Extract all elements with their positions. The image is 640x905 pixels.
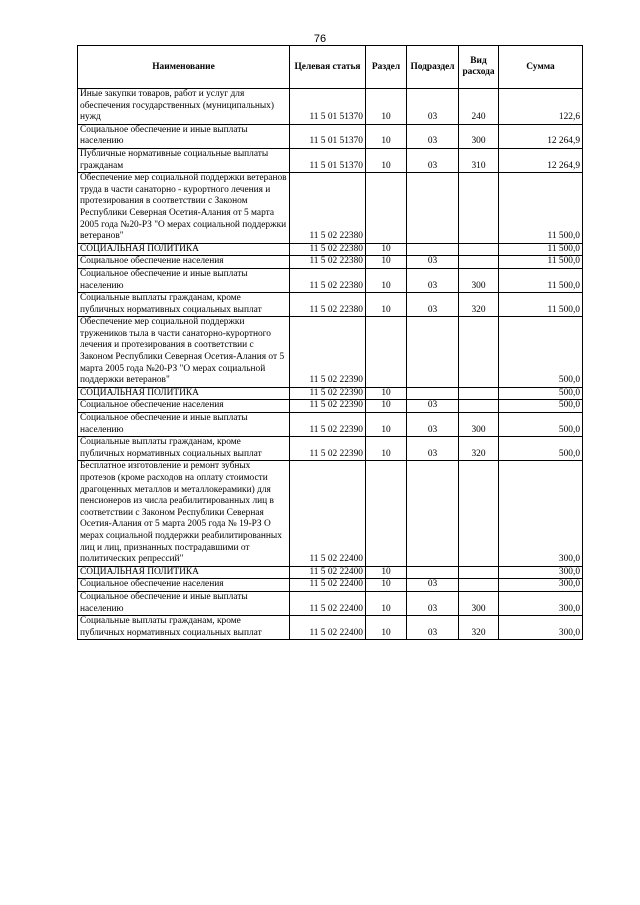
- header-subsection: Подраздел: [407, 46, 459, 89]
- row-subsection: 03: [407, 148, 459, 172]
- row-section: 10: [366, 148, 407, 172]
- row-name: Бесплатное изготовление и ремонт зубных протезов (кроме расходов на оплату стоимости драгоценных металлов и металлокерамики) для пенсионеров из числа реабилитированных лиц в соответствии с Законом Республики Северная Осетия-Алания от 5 марта 2005 года № 19-РЗ О мерах социальной поддержки реабилитированных лиц и лиц, признанных пострадавшими от политических репрессий": [78, 461, 290, 566]
- row-section: 10: [366, 268, 407, 292]
- table-row: [78, 579, 583, 592]
- row-name: Социальное обеспечение населения: [78, 400, 290, 413]
- row-section: 10: [366, 387, 407, 400]
- row-expense-type: [459, 400, 499, 413]
- row-target: 11 5 01 51370: [290, 89, 366, 125]
- row-expense-type: 240: [459, 89, 499, 125]
- row-subsection: [407, 387, 459, 400]
- row-name: Социальное обеспечение населения: [78, 579, 290, 592]
- row-amount: 11 500,0: [499, 293, 583, 317]
- row-subsection: 03: [407, 293, 459, 317]
- row-name: СОЦИАЛЬНАЯ ПОЛИТИКА: [78, 566, 290, 579]
- row-name: Социальное обеспечение и иные выплаты населению: [78, 268, 290, 292]
- row-section: [366, 461, 407, 566]
- table-row: [78, 293, 583, 317]
- table-row: [78, 413, 583, 437]
- row-expense-type: [459, 173, 499, 244]
- row-amount: 500,0: [499, 437, 583, 461]
- row-name: Социальные выплаты гражданам, кроме публичных нормативных социальных выплат: [78, 437, 290, 461]
- row-subsection: [407, 317, 459, 388]
- row-target: 11 5 02 22390: [290, 413, 366, 437]
- row-section: 10: [366, 124, 407, 148]
- table-row: [78, 317, 583, 388]
- row-amount: 300,0: [499, 461, 583, 566]
- table-row: [78, 173, 583, 244]
- row-name: Публичные нормативные социальные выплаты гражданам: [78, 148, 290, 172]
- row-subsection: [407, 173, 459, 244]
- row-section: 10: [366, 400, 407, 413]
- row-amount: 11 500,0: [499, 268, 583, 292]
- row-expense-type: 300: [459, 591, 499, 615]
- row-amount: 300,0: [499, 579, 583, 592]
- row-expense-type: [459, 579, 499, 592]
- table-row: [78, 616, 583, 640]
- row-name: Обеспечение мер социальной поддержки ветеранов труда в части санаторно - курортного лечения и протезирования в соответствии с Законом Республики Северная Осетия-Алания от 5 марта 2005 года №20-РЗ "О мерах социальной поддержки ветеранов": [78, 173, 290, 244]
- row-subsection: 03: [407, 413, 459, 437]
- row-name: Социальное обеспечение и иные выплаты населению: [78, 124, 290, 148]
- row-section: 10: [366, 89, 407, 125]
- row-amount: 11 500,0: [499, 243, 583, 256]
- table-row: [78, 256, 583, 269]
- row-target: 11 5 02 22400: [290, 616, 366, 640]
- row-section: 10: [366, 256, 407, 269]
- row-amount: 500,0: [499, 400, 583, 413]
- row-subsection: 03: [407, 591, 459, 615]
- row-expense-type: 320: [459, 437, 499, 461]
- row-section: 10: [366, 437, 407, 461]
- page-number: 76: [313, 33, 327, 45]
- row-target: 11 5 02 22380: [290, 293, 366, 317]
- row-subsection: 03: [407, 268, 459, 292]
- table-row: [78, 437, 583, 461]
- row-target: 11 5 02 22380: [290, 268, 366, 292]
- row-name: СОЦИАЛЬНАЯ ПОЛИТИКА: [78, 243, 290, 256]
- row-section: 10: [366, 243, 407, 256]
- row-target: 11 5 02 22390: [290, 400, 366, 413]
- row-subsection: 03: [407, 256, 459, 269]
- table-row: [78, 148, 583, 172]
- row-amount: 12 264,9: [499, 148, 583, 172]
- row-target: 11 5 02 22390: [290, 387, 366, 400]
- row-subsection: 03: [407, 124, 459, 148]
- row-section: 10: [366, 413, 407, 437]
- table-row: [78, 566, 583, 579]
- table-row: [78, 124, 583, 148]
- row-target: 11 5 02 22400: [290, 566, 366, 579]
- row-amount: 300,0: [499, 566, 583, 579]
- row-section: [366, 173, 407, 244]
- header-section: Раздел: [366, 46, 407, 89]
- row-expense-type: 300: [459, 124, 499, 148]
- row-amount: 500,0: [499, 387, 583, 400]
- row-subsection: [407, 566, 459, 579]
- row-name: Иные закупки товаров, работ и услуг для обеспечения государственных (муниципальных) нужд: [78, 89, 290, 125]
- row-name: Обеспечение мер социальной поддержки тружеников тыла в части санаторно-курортного лечения и протезирования в соответствии с Законом Республики Северная Осетия-Алания от 5 марта 2005 года №20-РЗ "О мерах социальной поддержки ветеранов": [78, 317, 290, 388]
- budget-table: [77, 45, 583, 640]
- table-row: [78, 89, 583, 125]
- row-target: 11 5 02 22400: [290, 461, 366, 566]
- row-section: 10: [366, 293, 407, 317]
- row-subsection: 03: [407, 400, 459, 413]
- row-name: Социальные выплаты гражданам, кроме публичных нормативных социальных выплат: [78, 293, 290, 317]
- table-body: [78, 89, 583, 640]
- row-expense-type: 320: [459, 293, 499, 317]
- row-expense-type: [459, 317, 499, 388]
- row-target: 11 5 02 22390: [290, 437, 366, 461]
- row-target: 11 5 01 51370: [290, 124, 366, 148]
- table-row: [78, 243, 583, 256]
- row-target: 11 5 02 22400: [290, 579, 366, 592]
- table-row: [78, 591, 583, 615]
- row-name: Социальное обеспечение населения: [78, 256, 290, 269]
- row-target: 11 5 01 51370: [290, 148, 366, 172]
- row-target: 11 5 02 22380: [290, 256, 366, 269]
- row-amount: 12 264,9: [499, 124, 583, 148]
- header-name: Наименование: [78, 46, 290, 89]
- row-amount: 500,0: [499, 413, 583, 437]
- row-target: 11 5 02 22400: [290, 591, 366, 615]
- row-amount: 122,6: [499, 89, 583, 125]
- table-header-row: [78, 46, 583, 89]
- header-target: Целевая статья: [290, 46, 366, 89]
- row-expense-type: [459, 566, 499, 579]
- row-amount: 11 500,0: [499, 256, 583, 269]
- row-section: [366, 317, 407, 388]
- row-subsection: 03: [407, 579, 459, 592]
- row-amount: 300,0: [499, 591, 583, 615]
- row-section: 10: [366, 616, 407, 640]
- row-expense-type: 300: [459, 413, 499, 437]
- row-name: Социальное обеспечение и иные выплаты населению: [78, 413, 290, 437]
- row-expense-type: [459, 256, 499, 269]
- row-amount: 11 500,0: [499, 173, 583, 244]
- row-expense-type: [459, 243, 499, 256]
- row-section: 10: [366, 579, 407, 592]
- row-subsection: 03: [407, 616, 459, 640]
- row-expense-type: 300: [459, 268, 499, 292]
- row-target: 11 5 02 22390: [290, 317, 366, 388]
- table-row: [78, 461, 583, 566]
- row-name: Социальные выплаты гражданам, кроме публичных нормативных социальных выплат: [78, 616, 290, 640]
- row-name: СОЦИАЛЬНАЯ ПОЛИТИКА: [78, 387, 290, 400]
- row-subsection: [407, 243, 459, 256]
- row-expense-type: 310: [459, 148, 499, 172]
- table-row: [78, 400, 583, 413]
- header-expense-type: Вид расхода: [459, 46, 499, 89]
- row-name: Социальное обеспечение и иные выплаты населению: [78, 591, 290, 615]
- row-subsection: 03: [407, 437, 459, 461]
- row-amount: 300,0: [499, 616, 583, 640]
- row-expense-type: 320: [459, 616, 499, 640]
- row-subsection: [407, 461, 459, 566]
- row-expense-type: [459, 461, 499, 566]
- header-amount: Сумма: [499, 46, 583, 89]
- row-target: 11 5 02 22380: [290, 243, 366, 256]
- row-expense-type: [459, 387, 499, 400]
- row-subsection: 03: [407, 89, 459, 125]
- row-section: 10: [366, 591, 407, 615]
- row-amount: 500,0: [499, 317, 583, 388]
- row-target: 11 5 02 22380: [290, 173, 366, 244]
- row-section: 10: [366, 566, 407, 579]
- table-row: [78, 268, 583, 292]
- table-row: [78, 387, 583, 400]
